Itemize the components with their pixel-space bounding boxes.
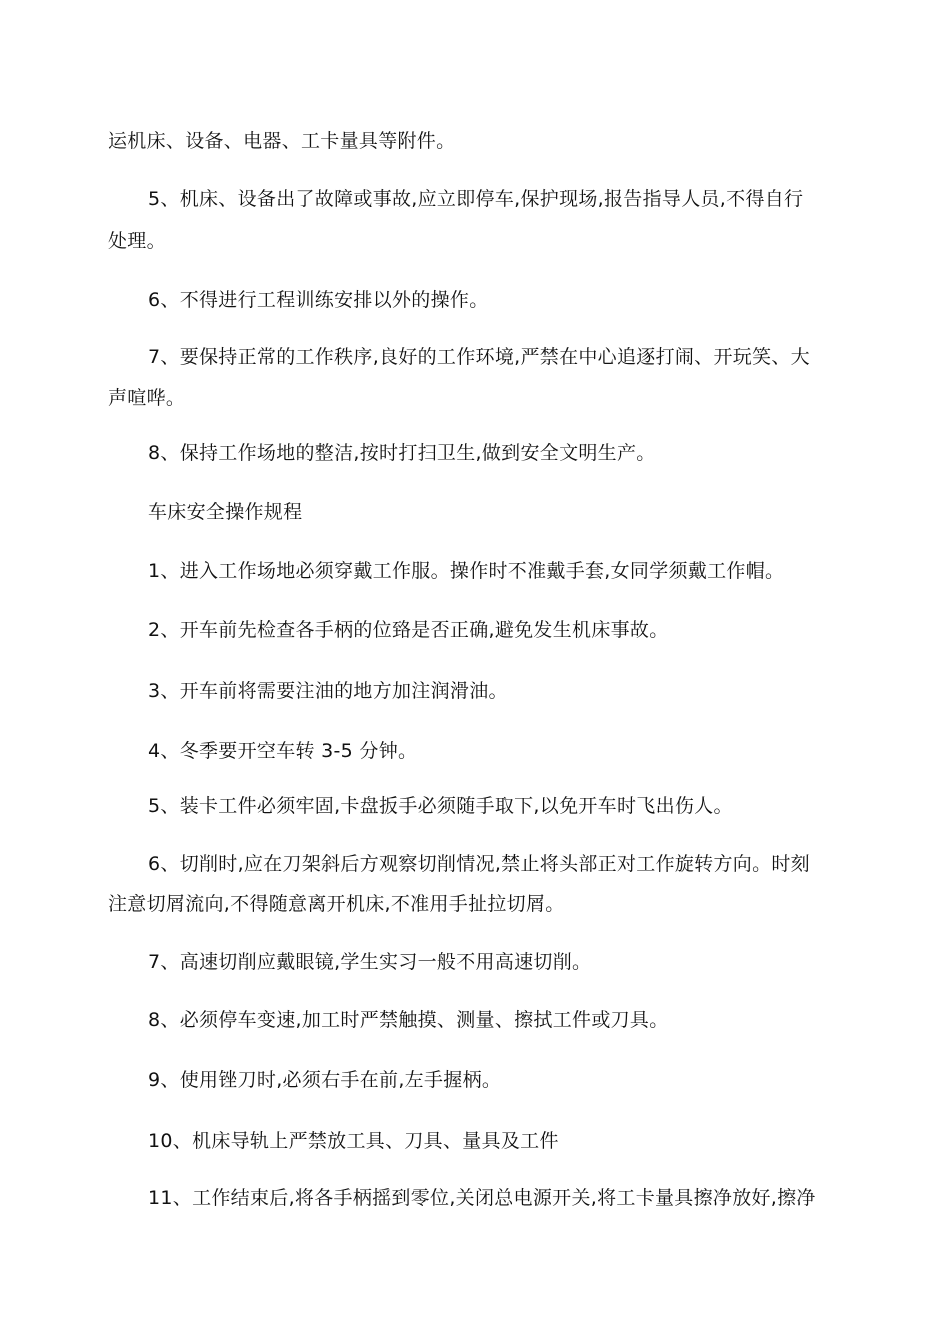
section-heading: 车床安全操作规程: [148, 501, 303, 523]
text-line: 2、开车前先检查各手柄的位臵是否正确,避免发生机床事故。: [148, 619, 669, 641]
text-line: 3、开车前将需要注油的地方加注润滑油。: [148, 680, 508, 702]
text-line: 1、进入工作场地必须穿戴工作服。操作时不准戴手套,女同学须戴工作帽。: [148, 560, 785, 582]
text-line: 7、要保持正常的工作秩序,良好的工作环境,严禁在中心追逐打闹、开玩笑、大: [148, 346, 810, 368]
text-line: 6、不得进行工程训练安排以外的操作。: [148, 289, 489, 311]
text-line: 处理。: [108, 230, 166, 252]
text-line: 8、必须停车变速,加工时严禁触摸、测量、擦拭工件或刀具。: [148, 1009, 669, 1031]
text-line: 6、切削时,应在刀架斜后方观察切削情况,禁止将头部正对工作旋转方向。时刻: [148, 853, 810, 875]
text-line: 11、工作结束后,将各手柄摇到零位,关闭总电源开关,将工卡量具擦净放好,擦净: [148, 1187, 816, 1209]
text-line: 5、机床、设备出了故障或事故,应立即停车,保护现场,报告指导人员,不得自行: [148, 188, 804, 210]
text-line: 4、冬季要开空车转 3-5 分钟。: [148, 740, 418, 762]
text-line: 5、装卡工件必须牢固,卡盘扳手必须随手取下,以免开车时飞出伤人。: [148, 795, 733, 817]
text-line: 9、使用锉刀时,必须右手在前,左手握柄。: [148, 1069, 502, 1091]
text-line: 注意切屑流向,不得随意离开机床,不准用手扯拉切屑。: [108, 893, 565, 915]
text-line: 10、机床导轨上严禁放工具、刀具、量具及工件: [148, 1130, 559, 1152]
text-line: 8、保持工作场地的整洁,按时打扫卫生,做到安全文明生产。: [148, 442, 656, 464]
text-line: 声喧哗。: [108, 387, 186, 409]
text-line: 7、高速切削应戴眼镜,学生实习一般不用高速切削。: [148, 951, 592, 973]
text-line: 运机床、设备、电器、工卡量具等附件。: [108, 130, 456, 152]
